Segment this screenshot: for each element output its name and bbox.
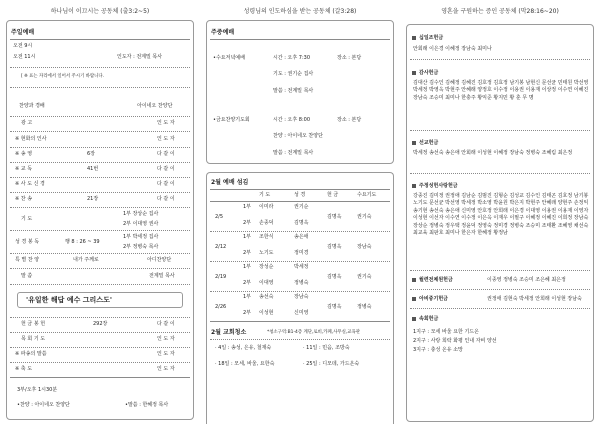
duty-service: 1부 xyxy=(243,234,252,240)
footer-item: •찬양 : 아이네오 찬양단 xyxy=(17,402,70,408)
duty-prayer: 조한식 xyxy=(259,234,274,240)
service-place: 장소 : 본당 xyxy=(337,117,362,123)
divider xyxy=(10,362,190,363)
divider xyxy=(10,87,190,88)
service-line: 말씀 : 전계밀 목사 xyxy=(273,150,314,156)
divider xyxy=(410,130,590,131)
order-role: 인 도 자 xyxy=(157,366,175,372)
duty-box xyxy=(206,172,394,424)
duty-scripture: 박세정 xyxy=(294,264,309,270)
column-offering xyxy=(400,0,600,424)
service-line: 찬양 : 아이네오 찬양단 xyxy=(273,133,323,139)
divider xyxy=(10,284,190,285)
column-header: 영혼을 구원하는 증인 공동체 (막28:16~20) xyxy=(441,8,559,15)
divider xyxy=(210,189,390,190)
standing-note: [ ※ 표는 자리에서 일어서 주시기 바랍니다. xyxy=(21,74,105,79)
divider xyxy=(410,289,590,290)
duty-service: 2부 xyxy=(243,280,252,286)
order-role: 인 도 자 xyxy=(157,120,175,126)
divider xyxy=(10,332,190,333)
order-name: ※ 파송의 말씀 xyxy=(15,351,47,357)
divider xyxy=(10,253,190,254)
bullet-square xyxy=(412,317,416,321)
duty-service: 2부 xyxy=(243,220,252,226)
order-name: 성 경 봉 독 xyxy=(15,239,40,245)
order-name: ※ 찬 송 xyxy=(15,196,33,202)
sunday-box xyxy=(6,20,194,420)
order-name: 기 도 xyxy=(21,216,33,222)
duty-scripture: 권기순 xyxy=(294,204,309,210)
offering-title: 속회헌금 xyxy=(419,316,439,322)
bullet-square xyxy=(412,36,416,40)
divider xyxy=(410,308,590,309)
section-title: 주중예배 xyxy=(211,29,235,36)
divider xyxy=(210,321,390,322)
divider xyxy=(10,377,190,378)
duty-service: 2부 xyxy=(243,250,252,256)
divider xyxy=(410,59,590,60)
order-mid: 6장 xyxy=(87,151,96,157)
offering-title: 월련전체원헌금 xyxy=(419,277,453,283)
duty-scripture: 정미경 xyxy=(294,250,309,256)
bullet-square xyxy=(412,71,416,75)
bullet-square xyxy=(412,184,416,188)
offering-body: 권정애 김현숙 박세정 안희래 이성현 장남숙 xyxy=(487,296,582,302)
duty-prayer: 송선숙 xyxy=(259,294,274,300)
order-role: 1부 박세정 집사 xyxy=(123,234,159,240)
order-role: 2부 정병숙 목사 xyxy=(123,244,159,250)
weekday-box xyxy=(206,20,394,164)
section-title: 2월 교회청소 xyxy=(211,329,247,336)
order-role: 다 같 이 xyxy=(157,151,175,157)
duty-wed: 장남숙 xyxy=(357,244,372,250)
clean-item: · 4일 : 송성, 은유, 철재숙 xyxy=(215,345,272,351)
clean-item: · 25일 : 디모데, 가드온숙 xyxy=(303,361,360,367)
divider xyxy=(10,67,190,68)
divider xyxy=(210,39,390,40)
sermon-title-box xyxy=(17,292,183,308)
divider xyxy=(10,162,190,163)
duty-offering: 김명옥 xyxy=(327,214,342,220)
order-role: 아이네오 찬양단 xyxy=(137,103,173,109)
offering-body: 강종진 김미정 권정애 김남순 김범진 김형순 김성교 김수인 김태곤 김호정 남기봉 노기도 문선균 박선영 박세정 박소영 박윤원 박은지 박현주 안혜래 양현주 손정익 송기현 송선숙 송은애 신미영 안호정 안희래 이은경 이대영 이용권 이용재 이영자 이성현 이선자 이수연 이수정 이은옥 이재우 이필구 이혜정 이혜진 이희정 장남숙 장상순 정병숙 정우택 정윤덕 정영숙 정미경 정병숙 조승미 조태환 조혜영 채선숙 최교육 최판호 최미나 한은자 한혜정 황정남 xyxy=(413,193,589,237)
duty-service: 1부 xyxy=(243,204,252,210)
divider xyxy=(10,207,190,208)
duty-wed: 정병숙 xyxy=(357,304,372,310)
offering-title: 십일조헌금 xyxy=(419,35,444,41)
service-time: 오전 11시 xyxy=(13,54,36,60)
duty-header: 헌 금 xyxy=(327,192,339,198)
order-role: 인 도 자 xyxy=(157,136,175,142)
divider xyxy=(210,261,390,262)
duty-prayer: 이성현 xyxy=(259,310,274,316)
duty-date: 2/12 xyxy=(215,244,227,250)
divider xyxy=(210,339,390,340)
service-line: 말씀 : 전계밀 목사 xyxy=(273,88,314,94)
order-role: 1부 장상순 집사 xyxy=(123,211,159,217)
divider xyxy=(10,39,190,40)
duty-date: 2/26 xyxy=(215,304,227,310)
scripture-ref: 행 8 : 26 ~ 39 xyxy=(65,239,100,245)
order-name: ※ 사 도 신 경 xyxy=(15,181,45,187)
duty-scripture: 장남숙 xyxy=(294,294,309,300)
offering-body: 1지구 : 모세 바울 요한 기드온 2지구 : 사랑 희락 화평 인내 자비 양선 3지구 : 충성 온유 소망 xyxy=(413,329,497,353)
duty-wed: 권기숙 xyxy=(357,274,372,280)
divider xyxy=(210,231,390,232)
sermon-title: '유일한 해답 예수 그리스도' xyxy=(26,296,112,304)
order-role: 다 같 이 xyxy=(157,321,175,327)
duty-prayer: 손종덕 xyxy=(259,220,274,226)
order-name: 광 고 xyxy=(21,120,33,126)
divider xyxy=(10,131,190,132)
service-label: •수요저녁예배 xyxy=(213,55,245,61)
offering-body: 박세정 송선숙 송은애 안회래 이성현 이혜정 장남숙 정병숙 조혜림 최은정 xyxy=(413,150,573,156)
duty-offering: 김명옥 xyxy=(327,244,342,250)
duty-prayer: 장성순 xyxy=(259,264,274,270)
offering-title: 감사헌금 xyxy=(419,70,439,76)
order-mid: 21장 xyxy=(87,196,99,202)
divider xyxy=(10,230,190,231)
order-role: 다 같 이 xyxy=(157,166,175,172)
divider xyxy=(10,317,190,318)
order-name: 특 별 찬 양 xyxy=(15,257,40,263)
offering-body: 김대산 김수인 김혜정 김혜진 김호정 김효정 남기봉 남현신 문선균 민태원 박선영 박세정 박영옥 박현주 안혜래 양정호 이수정 이용권 이용재 이상정 이수연 이혜진 장남숙 조승미 최미나 한충주 황익준 황지민 황 훈 무 명 xyxy=(413,80,589,101)
duty-date: 2/5 xyxy=(215,214,224,220)
clean-item: · 11일 : 민음, 조방숙 xyxy=(303,345,350,351)
clean-scope: *청소구역:B1-4층 계단,로비,카페,사무실,교육관 xyxy=(267,330,360,335)
order-mid: 41번 xyxy=(87,166,99,172)
column-header: 성령님의 인도하심을 받는 공동체 (갈3:28) xyxy=(243,8,357,15)
offering-box xyxy=(406,24,594,422)
order-role: 인 도 자 xyxy=(157,351,175,357)
divider xyxy=(210,291,390,292)
service-label: •금요찬양기도회 xyxy=(213,117,250,123)
order-role: 다 같 이 xyxy=(157,196,175,202)
duty-prayer: 이대영 xyxy=(259,280,274,286)
order-name: 헌 금 봉 헌 xyxy=(21,321,46,327)
order-name: ※ 송 영 xyxy=(15,151,33,157)
duty-offering: 김명옥 xyxy=(327,304,342,310)
divider xyxy=(10,347,190,348)
service-time: 시간 : 오후 8:00 xyxy=(273,117,311,123)
third-service-time: 3부/오후 1시30분 xyxy=(17,387,58,393)
order-role: 전계밀 목사 xyxy=(149,273,175,279)
offering-title: 주정성헌사랑헌금 xyxy=(419,183,458,189)
duty-header: 수요기도 xyxy=(357,192,377,198)
section-title: 2월 예배 섬김 xyxy=(211,179,249,186)
column-header: 하나님이 이끄시는 공동체 (출3:2~5) xyxy=(50,8,150,15)
footer-item: •말씀 : 한혜정 목사 xyxy=(125,402,169,408)
order-name: ※ 교 독 xyxy=(15,166,33,172)
clean-item: · 18일 : 모세, 바울, 요한숙 xyxy=(215,361,275,367)
column-weekday xyxy=(200,0,400,424)
order-mid: 내가 주께로 xyxy=(73,257,99,263)
bullet-square xyxy=(412,141,416,145)
service-time: 시간 : 오후 7:30 xyxy=(273,55,311,61)
service-line: 기도 : 권기순 집사 xyxy=(273,71,314,77)
order-mid: 292장 xyxy=(93,321,108,327)
duty-service: 1부 xyxy=(243,294,252,300)
divider xyxy=(10,268,190,269)
service-place: 장소 : 본당 xyxy=(337,55,362,61)
order-name: ※ 축 도 xyxy=(15,366,33,372)
duty-service: 2부 xyxy=(243,310,252,316)
duty-scripture: 김명옥 xyxy=(294,220,309,226)
offering-title: 선교헌금 xyxy=(419,140,439,146)
duty-scripture: 송은애 xyxy=(294,234,309,240)
order-name: 찬양과 경배 xyxy=(19,103,45,109)
order-role: 아디찬양단 xyxy=(147,257,172,263)
duty-scripture: 정병숙 xyxy=(294,280,309,286)
duty-prayer: 노기도 xyxy=(259,250,274,256)
divider xyxy=(210,201,390,202)
bullet-square xyxy=(412,278,416,282)
divider xyxy=(10,177,190,178)
duty-wed: 권기숙 xyxy=(357,214,372,220)
divider xyxy=(410,270,590,271)
divider xyxy=(10,192,190,193)
duty-header: 성 경 xyxy=(294,192,306,198)
order-name: 목 회 기 도 xyxy=(21,336,46,342)
order-name: 말 씀 xyxy=(21,273,33,279)
divider xyxy=(410,173,590,174)
divider xyxy=(10,147,190,148)
service-time: 오전 9시 xyxy=(13,43,33,49)
offering-body: 이종영 정병숙 조승미 조은혜 최은정 xyxy=(487,277,566,283)
bullet-square xyxy=(412,297,416,301)
duty-scripture: 신미영 xyxy=(294,310,309,316)
section-title: 주일예배 xyxy=(11,29,35,36)
order-role: 다 같 이 xyxy=(157,181,175,187)
duty-date: 2/19 xyxy=(215,274,227,280)
order-role: 인 도 자 xyxy=(157,336,175,342)
offering-title: 아비중기헌금 xyxy=(419,296,448,302)
preacher: 인도자 : 전계밀 목사 xyxy=(117,54,163,60)
duty-header: 기 도 xyxy=(259,192,271,198)
offering-body: 안회래 이은경 이혜정 장남숙 최미나 xyxy=(413,46,492,52)
duty-offering: 김명옥 xyxy=(327,274,342,280)
divider xyxy=(10,116,190,117)
duty-service: 1부 xyxy=(243,264,252,270)
order-role: 2부 이대영 권사 xyxy=(123,221,159,227)
order-name: ※ 현화의 인사 xyxy=(15,136,47,142)
duty-prayer: 이미라 xyxy=(259,204,274,210)
column-sunday xyxy=(0,0,200,424)
